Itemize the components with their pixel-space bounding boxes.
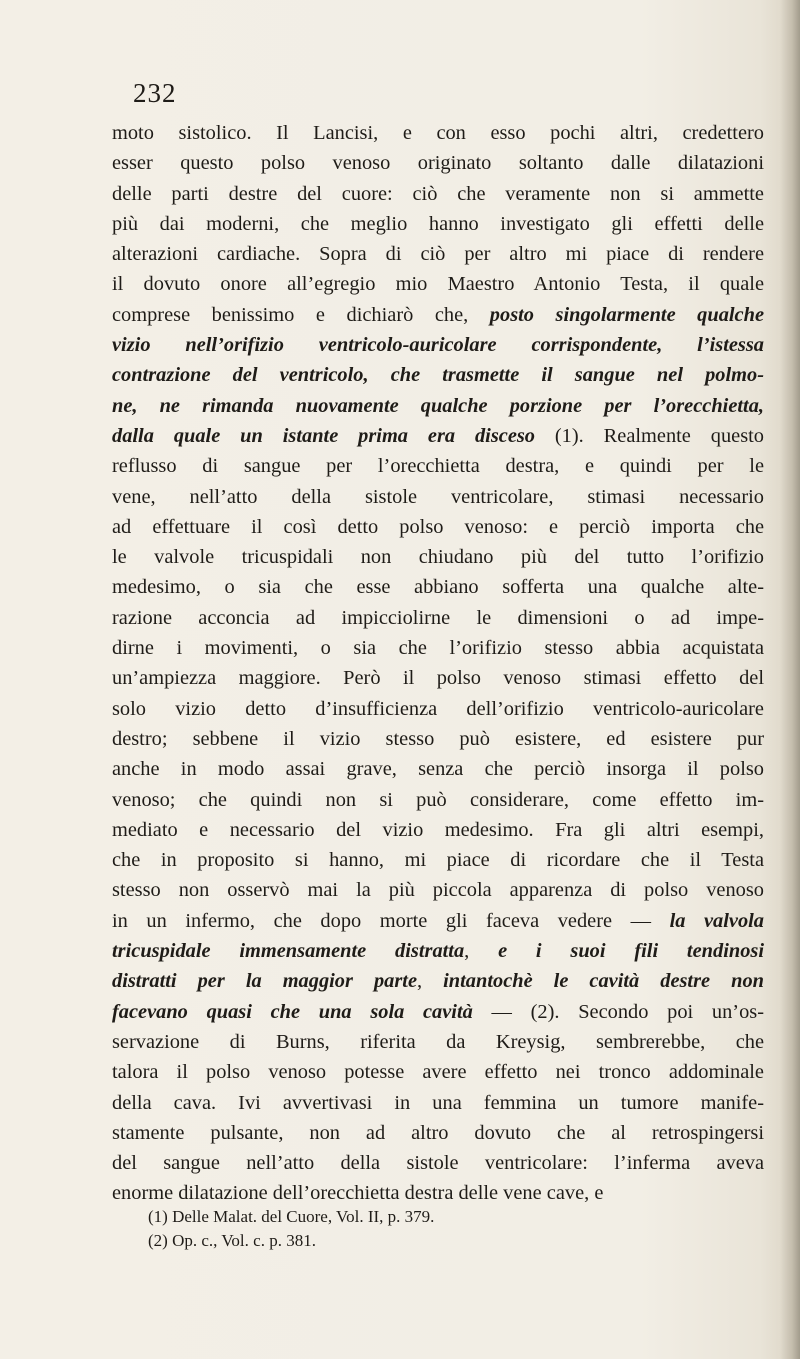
italic-text: vizio nell’orifizio ventricolo-auricolare corrispondente, l’istessa — [112, 334, 764, 357]
text-segment: venoso; che quindi non si può considerare, come effetto im- — [112, 788, 764, 811]
text-line — [112, 754, 764, 784]
text-line — [112, 542, 764, 572]
text-line — [112, 845, 764, 875]
text-segment: (1). Realmente questo — [535, 424, 764, 447]
text-line — [112, 421, 764, 451]
text-segment: dirne i movimenti, o sia che l’orifizio stesso abbia acquistata — [112, 637, 764, 660]
text-line — [112, 997, 764, 1027]
text-line — [112, 785, 764, 815]
text-segment: , — [464, 940, 499, 963]
text-segment: che in proposito si hanno, mi piace di ricordare che il Testa — [112, 849, 764, 872]
text-segment: stesso non osservò mai la più piccola apparenza di polso venoso — [112, 879, 764, 902]
text-line — [112, 966, 764, 996]
text-segment: — (2). Secondo poi un’os- — [472, 1000, 764, 1023]
text-line — [112, 724, 764, 754]
text-segment: stamente pulsante, non ad altro dovuto che al retrospingersi — [112, 1121, 764, 1144]
text-segment: in un infermo, che dopo morte gli faceva vedere — — [112, 909, 670, 932]
text-segment: solo vizio detto d’insufficienza dell’orifizio ventricolo-auricolare — [112, 697, 764, 720]
text-line — [112, 572, 764, 602]
text-segment: enorme dilatazione dell’orecchietta destra delle vene cave, e — [112, 1182, 604, 1205]
text-segment: il dovuto onore all’egregio mio Maestro Antonio Testa, il quale — [112, 273, 764, 296]
page-number: 232 — [133, 78, 177, 108]
text-line — [112, 179, 764, 209]
text-line — [112, 875, 764, 905]
text-line — [112, 330, 764, 360]
text-line — [112, 694, 764, 724]
italic-text: posto singolarmente qualche — [489, 303, 764, 326]
text-segment: del sangue nell’atto della sistole ventricolare: l’inferma aveva — [112, 1152, 764, 1175]
text-line — [112, 118, 764, 148]
text-segment: destro; sebbene il vizio stesso può esistere, ed esistere pur — [112, 727, 764, 750]
text-segment: vene, nell’atto della sistole ventricolare, stimasi necessario — [112, 485, 764, 508]
text-segment: della cava. Ivi avvertivasi in una femmina un tumore manife- — [112, 1091, 764, 1114]
italic-text: tricuspidale immensamente distratta — [112, 940, 465, 963]
italic-text: distratti per la maggior parte — [112, 970, 418, 993]
text-line — [112, 482, 764, 512]
text-line — [112, 360, 764, 390]
italic-text: intantochè le cavità destre non — [443, 970, 764, 993]
text-segment: moto sistolico. Il Lancisi, e con esso pochi altri, credettero — [112, 122, 764, 144]
text-segment: mediato e necessario del vizio medesimo. Fra gli altri esempi, — [112, 818, 764, 841]
text-segment: ad effettuare il così detto polso venoso: e perciò importa che — [112, 515, 764, 538]
footnotes — [148, 1205, 748, 1253]
text-line — [112, 936, 764, 966]
text-line — [112, 1057, 764, 1087]
text-segment: talora il polso venoso potesse avere effetto nei tronco addominale — [112, 1061, 764, 1084]
text-segment: le valvole tricuspidali non chiudano più del tutto l’orifizio — [112, 546, 764, 569]
text-segment: anche in modo assai grave, senza che perciò insorga il polso — [112, 758, 764, 781]
text-segment: un’ampiezza maggiore. Però il polso venoso stimasi effetto del — [112, 667, 764, 690]
text-line — [112, 663, 764, 693]
text-segment: più dai moderni, che meglio hanno investigato gli effetti delle — [112, 212, 764, 235]
text-line — [112, 451, 764, 481]
text-segment: razione acconcia ad impicciolirne le dimensioni o ad impe- — [112, 606, 764, 629]
text-line — [112, 148, 764, 178]
text-line — [112, 269, 764, 299]
text-segment: medesimo, o sia che esse abbiano sofferta una qualche alte- — [112, 576, 764, 599]
text-segment: esser questo polso venoso originato soltanto dalle dilatazioni — [112, 152, 764, 175]
italic-text: e i suoi fili tendinosi — [498, 940, 764, 963]
text-line — [112, 906, 764, 936]
text-segment: comprese benissimo e dichiarò che, — [112, 303, 490, 326]
text-segment: delle parti destre del cuore: ciò che veramente non si ammette — [112, 182, 764, 205]
text-line — [112, 603, 764, 633]
text-line — [112, 815, 764, 845]
text-line — [112, 1118, 764, 1148]
text-line — [112, 512, 764, 542]
text-segment: , — [417, 970, 444, 993]
italic-text: la valvola — [669, 909, 764, 932]
body-text — [112, 118, 764, 1209]
text-line — [112, 300, 764, 330]
page-edge-shadow — [780, 0, 800, 1359]
italic-text: facevano quasi che una sola cavità — [112, 1000, 473, 1023]
text-segment: reflusso di sangue per l’orecchietta destra, e quindi per le — [112, 455, 764, 478]
text-line — [112, 391, 764, 421]
text-line — [112, 1148, 764, 1178]
text-line — [112, 1088, 764, 1118]
text-line — [112, 209, 764, 239]
footnote-2: (2) Op. c., Vol. c. p. 381. — [148, 1231, 316, 1250]
text-segment: alterazioni cardiache. Sopra di ciò per altro mi piace di rendere — [112, 243, 764, 266]
footnote-1: (1) Delle Malat. del Cuore, Vol. II, p. 379. — [148, 1207, 435, 1226]
text-line — [112, 239, 764, 269]
text-line — [112, 1027, 764, 1057]
text-line — [112, 633, 764, 663]
italic-text: ne, ne rimanda nuovamente qualche porzione per l’orecchietta, — [112, 394, 764, 417]
text-segment: servazione di Burns, riferita da Kreysig, sembrerebbe, che — [112, 1030, 764, 1053]
italic-text: dalla quale un istante prima era disceso — [112, 424, 535, 447]
italic-text: contrazione del ventricolo, che trasmette il sangue nel polmo- — [112, 364, 764, 387]
